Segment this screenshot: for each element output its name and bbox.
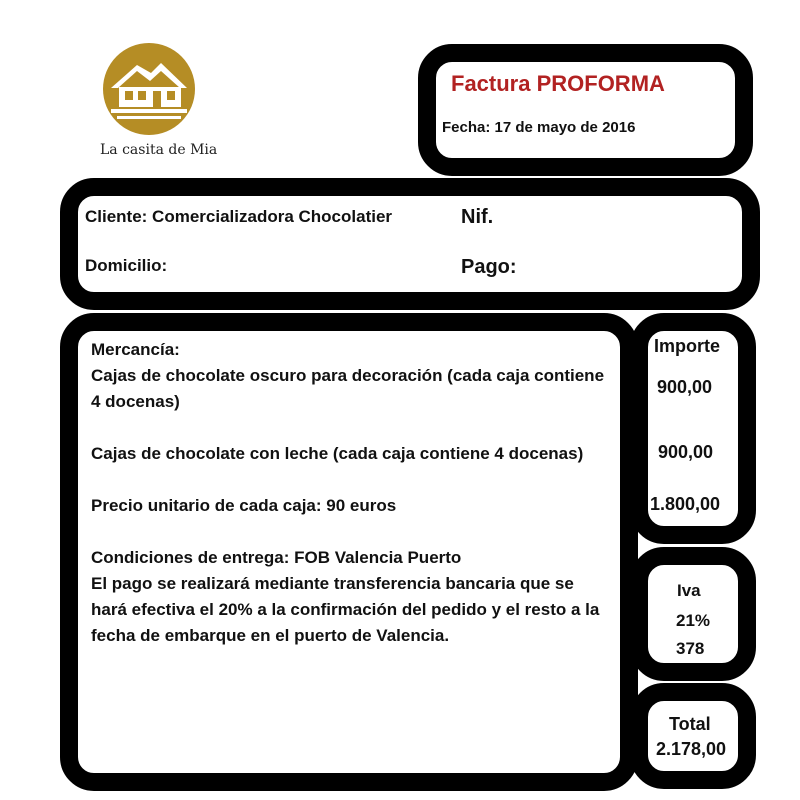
merchandise-item-milk-chocolate: Cajas de chocolate con leche (cada caja contiene 4 docenas) — [91, 444, 584, 463]
invoice-date: Fecha: 17 de mayo de 2016 — [442, 119, 636, 136]
importe-subtotal: 1.800,00 — [650, 494, 721, 514]
total-box — [630, 683, 756, 789]
domicilio-label: Domicilio: — [85, 256, 168, 275]
total-label: Total — [669, 714, 711, 734]
company-logo — [103, 43, 195, 135]
payment-conditions: El pago se realizará mediante transferencia bancaria que se hará efectiva el 20% a la confirmación del pedido y el resto a la fecha de embarque en el puerto de Valencia. — [91, 574, 600, 645]
iva-rate: 21% — [676, 611, 711, 630]
logo-ground — [111, 109, 187, 113]
unit-price: Precio unitario de cada caja: 90 euros — [91, 496, 397, 515]
merchandise-item-dark-chocolate: Cajas de chocolate oscuro para decoración (cada caja contiene 4 docenas) — [91, 366, 605, 411]
iva-amount: 378 — [676, 639, 705, 658]
pago-label: Pago: — [461, 256, 517, 278]
logo-caption: La casita de Mia — [100, 142, 218, 158]
invoice-title: Factura PROFORMA — [451, 71, 665, 96]
merchandise-heading: Mercancía: — [91, 340, 180, 359]
invoice-title-box — [418, 44, 753, 176]
client-info-box — [60, 178, 760, 310]
total-amount: 2.178,00 — [656, 739, 727, 759]
delivery-conditions: Condiciones de entrega: FOB Valencia Puerto — [91, 548, 462, 567]
iva-label: Iva — [677, 581, 701, 600]
nif-label: Nif. — [461, 206, 494, 228]
importe-value: 900,00 — [658, 442, 714, 462]
client-name: Cliente: Comercializadora Chocolatier — [85, 207, 393, 226]
importe-value: 900,00 — [657, 377, 713, 397]
merchandise-description — [91, 337, 611, 649]
importe-label: Importe — [654, 336, 721, 356]
